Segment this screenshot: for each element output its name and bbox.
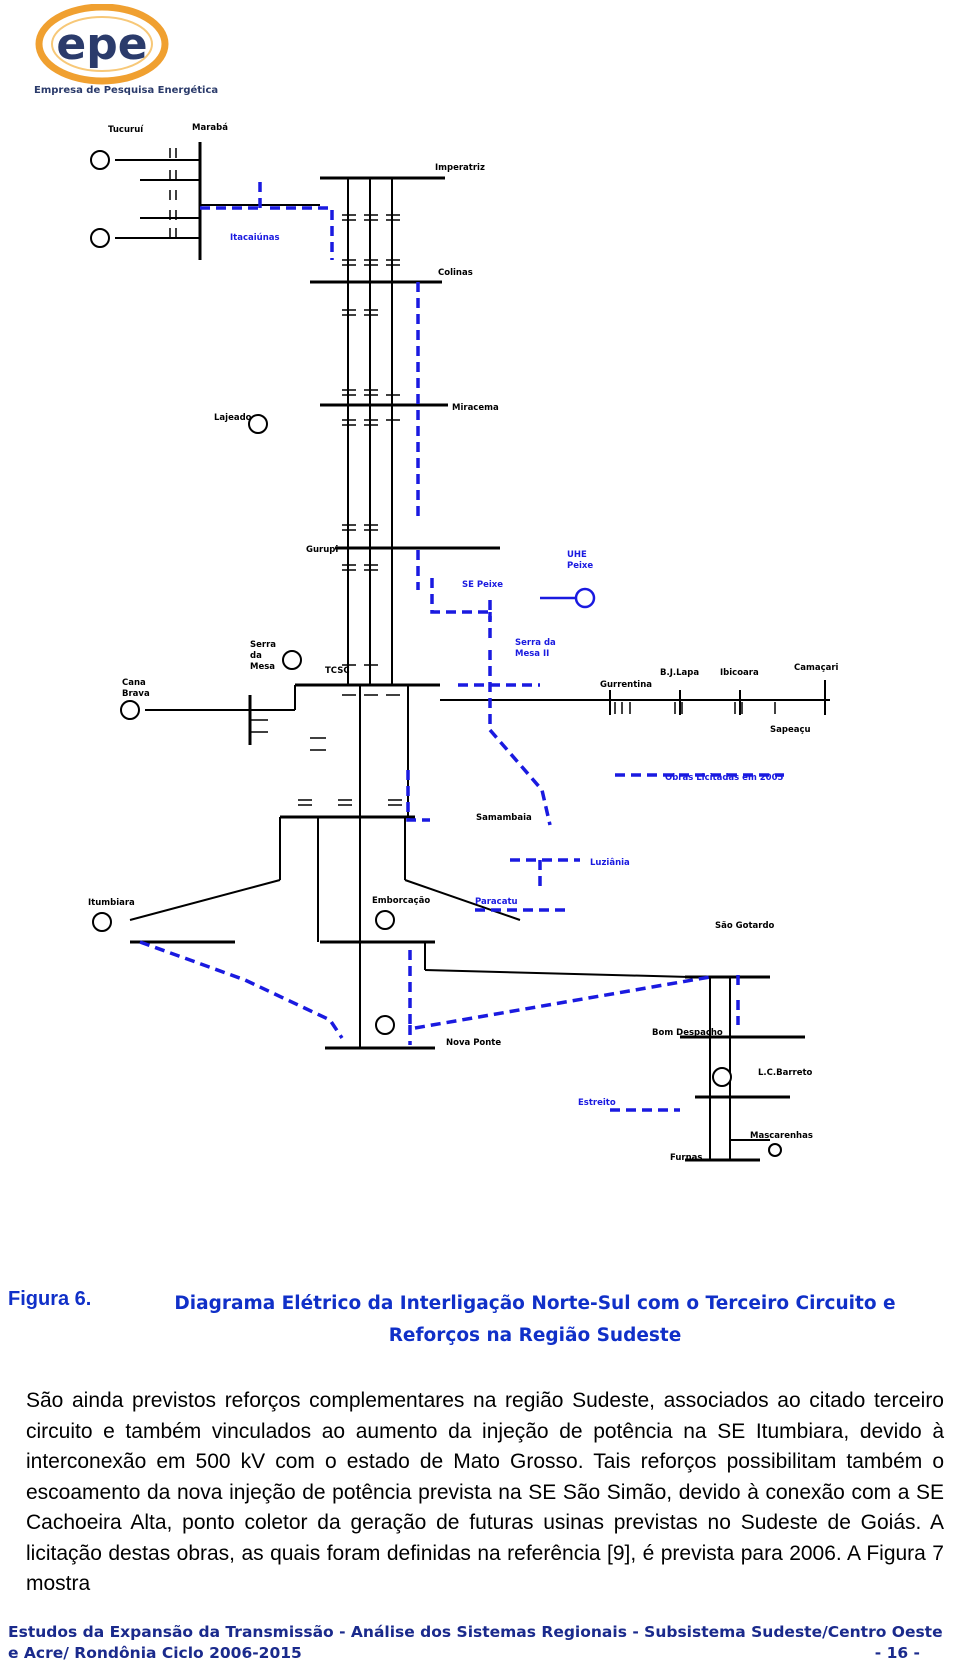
footer-line-1: Estudos da Expansão da Transmissão - Análise dos Sistemas Regionais - Subsistema Sudeste/Centro Oeste [8,1623,943,1641]
label-serra-da-mesa-ii: Serra da Mesa II [515,638,556,659]
label-sapeacu: Sapeaçu [770,725,811,735]
label-emborcacao: Emborcação [372,896,431,906]
label-luziania: Luziânia [590,858,630,868]
generator-icon [769,1144,781,1156]
generator-icon [91,151,109,169]
label-ibicoara: Ibicoara [720,668,759,678]
generator-icon [576,589,594,607]
generator-icon [283,651,301,669]
epe-logo-mark [30,4,180,88]
label-lajeado: Lajeado [214,413,252,423]
label-legend: Obras Licitadas em 2005 [665,773,784,783]
generator-icon [376,1016,394,1034]
label-imperatriz: Imperatriz [435,163,485,173]
label-colinas: Colinas [438,268,473,278]
label-serra-da-mesa: Serra da Mesa [250,640,277,672]
generators [91,151,781,1156]
label-tucurui: Tucuruí [108,125,144,135]
label-bom-despacho: Bom Despacho [652,1028,723,1038]
station-labels [88,123,839,1163]
label-se-peixe: SE Peixe [462,580,504,590]
label-maraba: Marabá [192,123,228,133]
label-tcsc: TCSC [325,666,350,676]
label-lc-barreto: L.C.Barreto [758,1068,813,1078]
label-cana-brava: Cana Brava [122,678,150,699]
label-itumbiara: Itumbiara [88,898,135,908]
logo-tagline: Empresa de Pesquisa Energética [34,85,219,96]
page-footer [8,1622,948,1664]
label-mascarenhas: Mascarenhas [750,1131,813,1141]
label-gurrentina: Gurrentina [600,680,652,690]
figure-number: Figura 6. [8,1288,92,1310]
body-paragraph: São ainda previstos reforços complementares na região Sudeste, associados ao citado terceiro circuito e também vinculados ao aumento da injeção de potência na SE Itumbiara, devido à interconexão em 500 kV com o estado de Mato Grosso. Tais reforços possibilitam também o escoamento da nova injeção de potência prevista na SE São Simão, devido à conexão com a SE Cachoeira Alta, ponto coletor da geração de futuras usinas previstas no Sudeste de Goiás. A licitação destas obras, as quais foram definidas na referência [9], é prevista para 2006. A Figura 7 mostra [26,1389,944,1595]
footer-line-2: e Acre/ Rondônia Ciclo 2006-2015 [8,1644,302,1662]
uhe-peixe-generator [540,589,594,607]
generator-icon [713,1068,731,1086]
generator-icon [93,913,111,931]
label-miracema: Miracema [452,403,499,413]
page-number: - 16 - [874,1644,920,1662]
label-samambaia: Samambaia [476,813,532,823]
generator-icon [249,415,267,433]
north-south-interconnection-diagram [70,120,895,1250]
label-bj-lapa: B.J.Lapa [660,668,700,678]
generator-icon [91,229,109,247]
generator-icon [121,701,139,719]
label-estreito: Estreito [578,1098,616,1108]
label-uhe-peixe: UHE Peixe [567,550,594,571]
label-furnas: Furnas [670,1153,703,1163]
footer-line-2-row [8,1643,948,1664]
existing-network [115,142,830,1160]
label-camacari: Camaçari [794,663,839,673]
generator-icon [376,911,394,929]
label-itacaiunas: Itacaiúnas [230,233,280,243]
logo-wordmark: epe [56,19,148,70]
label-paracatu: Paracatu [475,897,518,907]
figure-caption: Diagrama Elétrico da Interligação Norte-Sul com o Terceiro Circuito e Reforços na Região Sudeste [174,1293,896,1346]
equipment-marks [170,148,775,805]
label-gurupi: Gurupi [306,545,339,555]
label-nova-ponte: Nova Ponte [446,1038,502,1048]
label-sao-gotardo: São Gotardo [715,921,775,931]
